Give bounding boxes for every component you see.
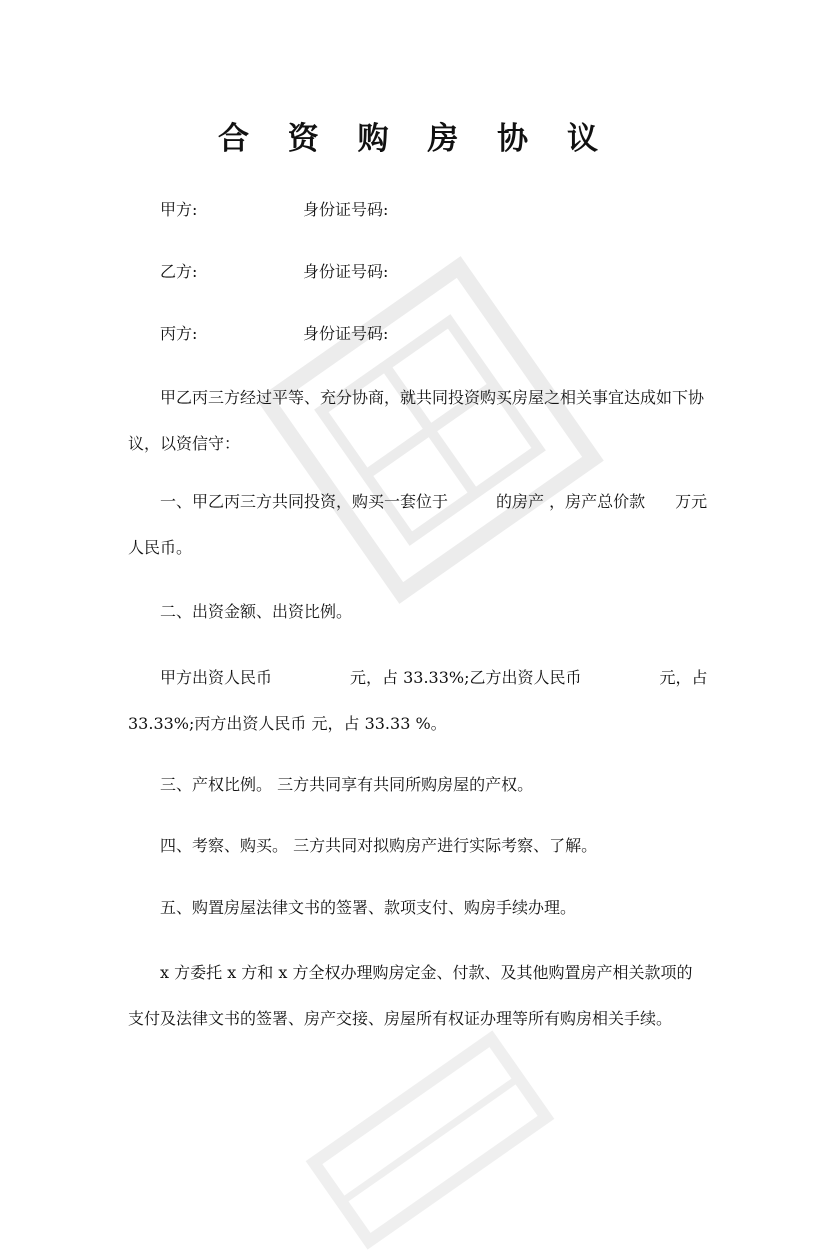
document-title: 合 资 购 房 协 议 — [218, 121, 612, 157]
party-a-id-label: 身份证号码: — [303, 200, 389, 219]
clause-3-paragraph: 三、产权比例。 三方共同享有共同所购房屋的产权。 — [160, 775, 534, 794]
clause-2-paragraph — [128, 655, 708, 747]
party-b-id-label: 身份证号码: — [303, 262, 389, 281]
party-b-label: 乙方: — [160, 262, 198, 281]
clause-2-text-part3: 元，占 33.33%;丙方出资人民币 元，占 33.33 %。 — [128, 668, 708, 733]
clause-2-text-part2: 元，占 33.33%;乙方出资人民币 — [350, 668, 582, 687]
intro-paragraph: 甲乙丙三方经过平等、充分协商，就共同投资购买房屋之相关事宜达成如下协议，以资信守： — [128, 388, 705, 453]
clause-1-text-part2: 的房产 ，房产总价款 — [496, 492, 646, 511]
party-a-label: 甲方: — [160, 200, 198, 219]
clause-1-text-part1: 一、甲乙丙三方共同投资，购买一套位于 — [160, 492, 449, 511]
clause-2-text-part1: 甲方出资人民币 — [160, 668, 273, 687]
party-c-label: 丙方: — [160, 324, 198, 343]
clause-4-paragraph: 四、考察、购买。 三方共同对拟购房产进行实际考察、了解。 — [160, 836, 598, 855]
party-c-id-label: 身份证号码: — [303, 324, 389, 343]
watermark-logo-bottom-icon — [297, 1022, 562, 1258]
clause-1-text-part3: 万元人民币。 — [128, 492, 708, 557]
clause-5-heading: 五、购置房屋法律文书的签署、款项支付、购房手续办理。 — [160, 898, 577, 917]
clause-1-paragraph — [128, 479, 708, 571]
clause-5-paragraph: x 方委托 x 方和 x 方全权办理购房定金、付款、及其他购置房产相关款项的支付及法律文书的签署、房产交接、房屋所有权证办理等所有购房相关手续。 — [128, 963, 693, 1028]
clause-2-heading: 二、出资金额、出资比例。 — [160, 602, 353, 621]
